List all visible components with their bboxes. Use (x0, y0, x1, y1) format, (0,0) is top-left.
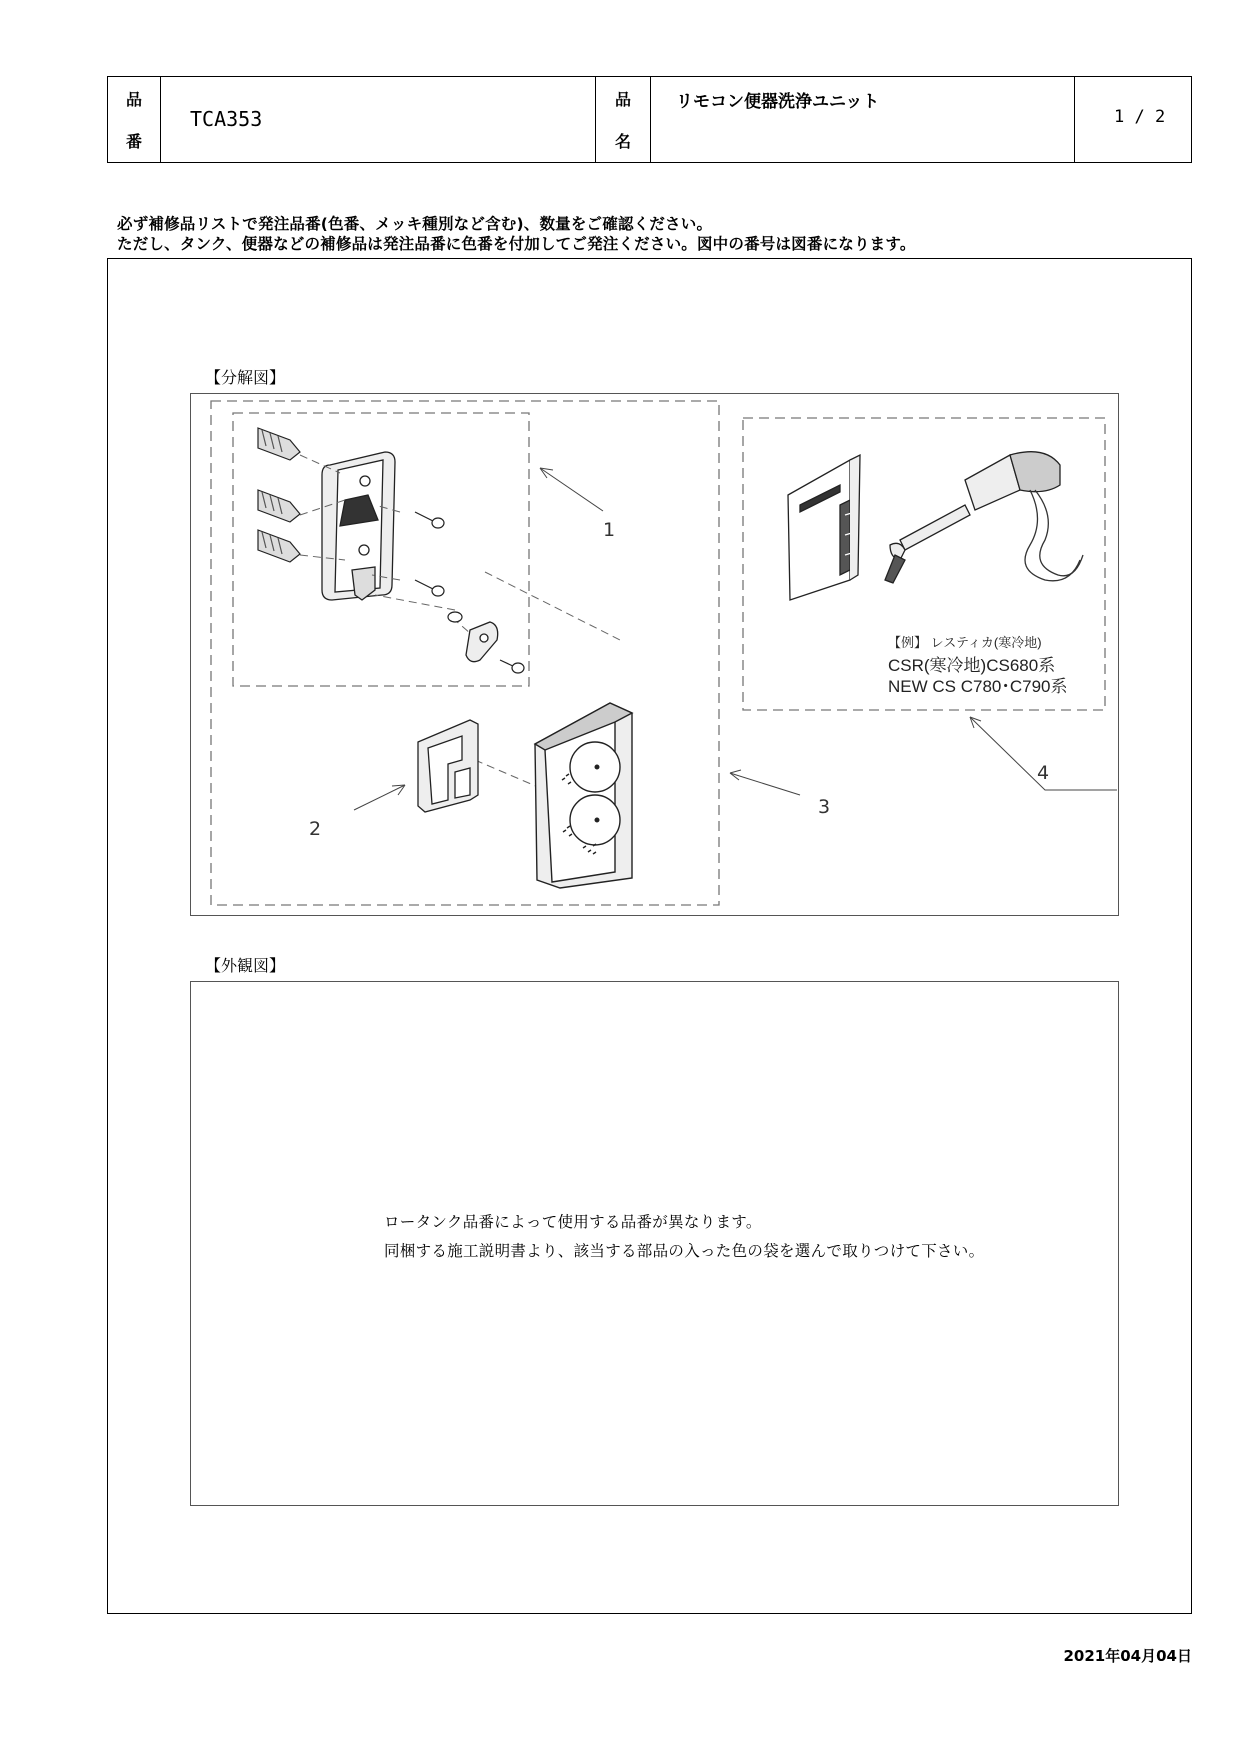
part-name-label: 名 (614, 132, 631, 151)
callout-4: 4 (1037, 762, 1050, 784)
example-series-1: CSR(寒冷地)CS680系 (888, 656, 1056, 675)
appearance-note-1: ロータンク品番によって使用する品番が異なります。 (384, 1213, 762, 1231)
callout-1: 1 (603, 519, 616, 541)
appearance-note-2: 同梱する施工説明書より、該当する部品の入った色の袋を選んで取りつけて下さい。 (384, 1242, 985, 1260)
example-label: 【例】 レスティカ(寒冷地) (888, 635, 1042, 650)
appearance-view-label: 【外観図】 (205, 956, 286, 975)
part-number-label: 番 (125, 132, 142, 151)
manual-booklet-drawing (788, 455, 860, 600)
small-bracket-drawing (466, 622, 498, 662)
group-3-dashed-frame (211, 401, 719, 905)
holder-drawing (418, 720, 478, 812)
callout-2: 2 (309, 818, 322, 840)
exploded-view-label: 【分解図】 (205, 368, 286, 387)
issue-date: 2021年04月04日 (1063, 1647, 1192, 1665)
page-number: 1 / 2 (1114, 107, 1166, 127)
wall-anchor-drawing (258, 428, 300, 562)
wall-plate-drawing (322, 452, 395, 600)
notice-line-2: ただし、タンク、便器などの補修品は発注品番に色番を付加してご発注ください。図中の番号は図番になります。 (117, 235, 916, 253)
part-number-label: 品 (125, 90, 142, 109)
callout-3: 3 (818, 796, 831, 818)
lever-assembly-drawing (885, 452, 1083, 583)
part-name-label: 品 (614, 90, 631, 109)
part-name: リモコン便器洗浄ユニット (676, 92, 880, 112)
remote-control-drawing (535, 703, 632, 888)
part-number: TCA353 (190, 107, 263, 131)
notice-line-1: 必ず補修品リストで発注品番(色番、メッキ種別など含む)、数量をご確認ください。 (117, 215, 713, 233)
example-series-2: NEW CS C780･C790系 (888, 677, 1068, 696)
